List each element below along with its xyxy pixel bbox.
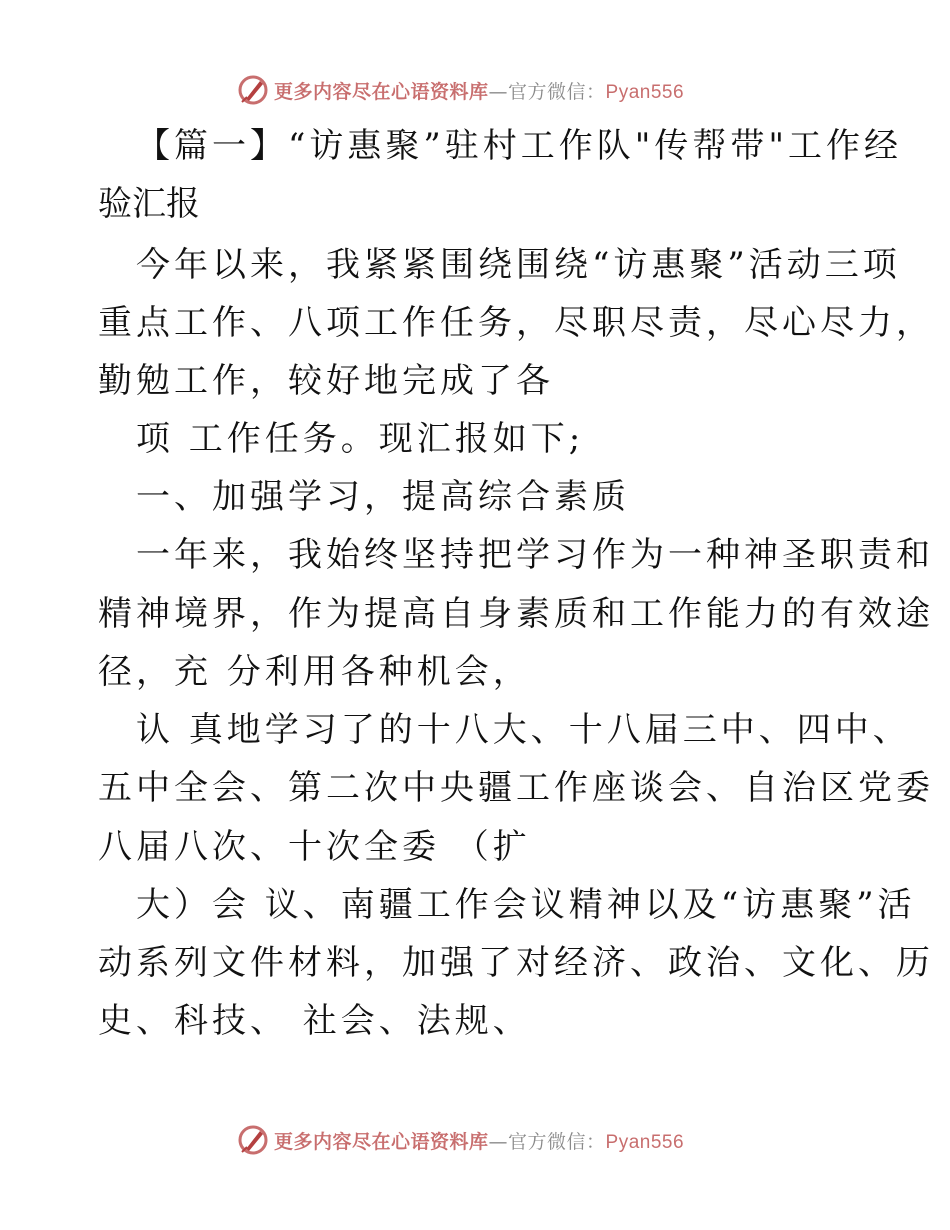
doc-line-8: 一年来，我始终坚持把学习作为一种神圣职责和 xyxy=(136,535,934,575)
doc-line-3: 今年以来，我紧紧围绕围绕“访惠聚”活动三项 xyxy=(136,245,901,285)
doc-line-9: 精神境界，作为提高自身素质和工作能力的有效途 xyxy=(98,594,934,634)
doc-line-11: 认 真地学习了的十八大、十八届三中、四中、 xyxy=(136,710,911,750)
doc-line-5: 勤勉工作，较好地完成了各 xyxy=(98,361,554,401)
banner-site-name: 更多内容尽在心语资料库 xyxy=(274,80,489,103)
doc-line-2: 验汇报 xyxy=(98,184,200,224)
banner-wechat-id: Pyan556 xyxy=(605,81,685,103)
doc-line-10: 径，充 分利用各种机会， xyxy=(98,652,531,692)
banner-wechat-label: 官方微信： xyxy=(508,1130,606,1153)
doc-line-14: 大）会 议、南疆工作会议精神以及“访惠聚”活 xyxy=(136,885,916,925)
quill-logo-icon xyxy=(236,73,270,107)
banner-text xyxy=(274,77,684,104)
header-banner xyxy=(0,70,950,110)
doc-line-7: 一、加强学习，提高综合素质 xyxy=(136,477,630,517)
banner-dash: — xyxy=(488,1130,509,1153)
banner-content xyxy=(236,70,684,110)
doc-line-6: 项 工作任务。现汇报如下; xyxy=(136,419,585,459)
banner-dash: — xyxy=(488,80,509,103)
doc-line-1: 【篇一】“访惠聚”驻村工作队"传帮带"工作经 xyxy=(136,126,903,166)
banner-text xyxy=(274,1127,684,1154)
banner-content xyxy=(236,1120,684,1160)
doc-line-12: 五中全会、第二次中央疆工作座谈会、自治区党委 xyxy=(98,768,934,808)
quill-logo-icon xyxy=(236,1123,270,1157)
footer-banner xyxy=(0,1120,950,1160)
doc-line-4: 重点工作、八项工作任务，尽职尽责，尽心尽力， xyxy=(98,303,934,343)
banner-site-name: 更多内容尽在心语资料库 xyxy=(274,1130,489,1153)
banner-wechat-id: Pyan556 xyxy=(605,1131,685,1153)
doc-line-13: 八届八次、十次全委 （扩 xyxy=(98,827,531,867)
doc-line-16: 史、科技、 社会、法规、 xyxy=(98,1001,531,1041)
banner-wechat-label: 官方微信： xyxy=(508,80,606,103)
doc-line-15: 动系列文件材料，加强了对经济、政治、文化、历 xyxy=(98,943,934,983)
